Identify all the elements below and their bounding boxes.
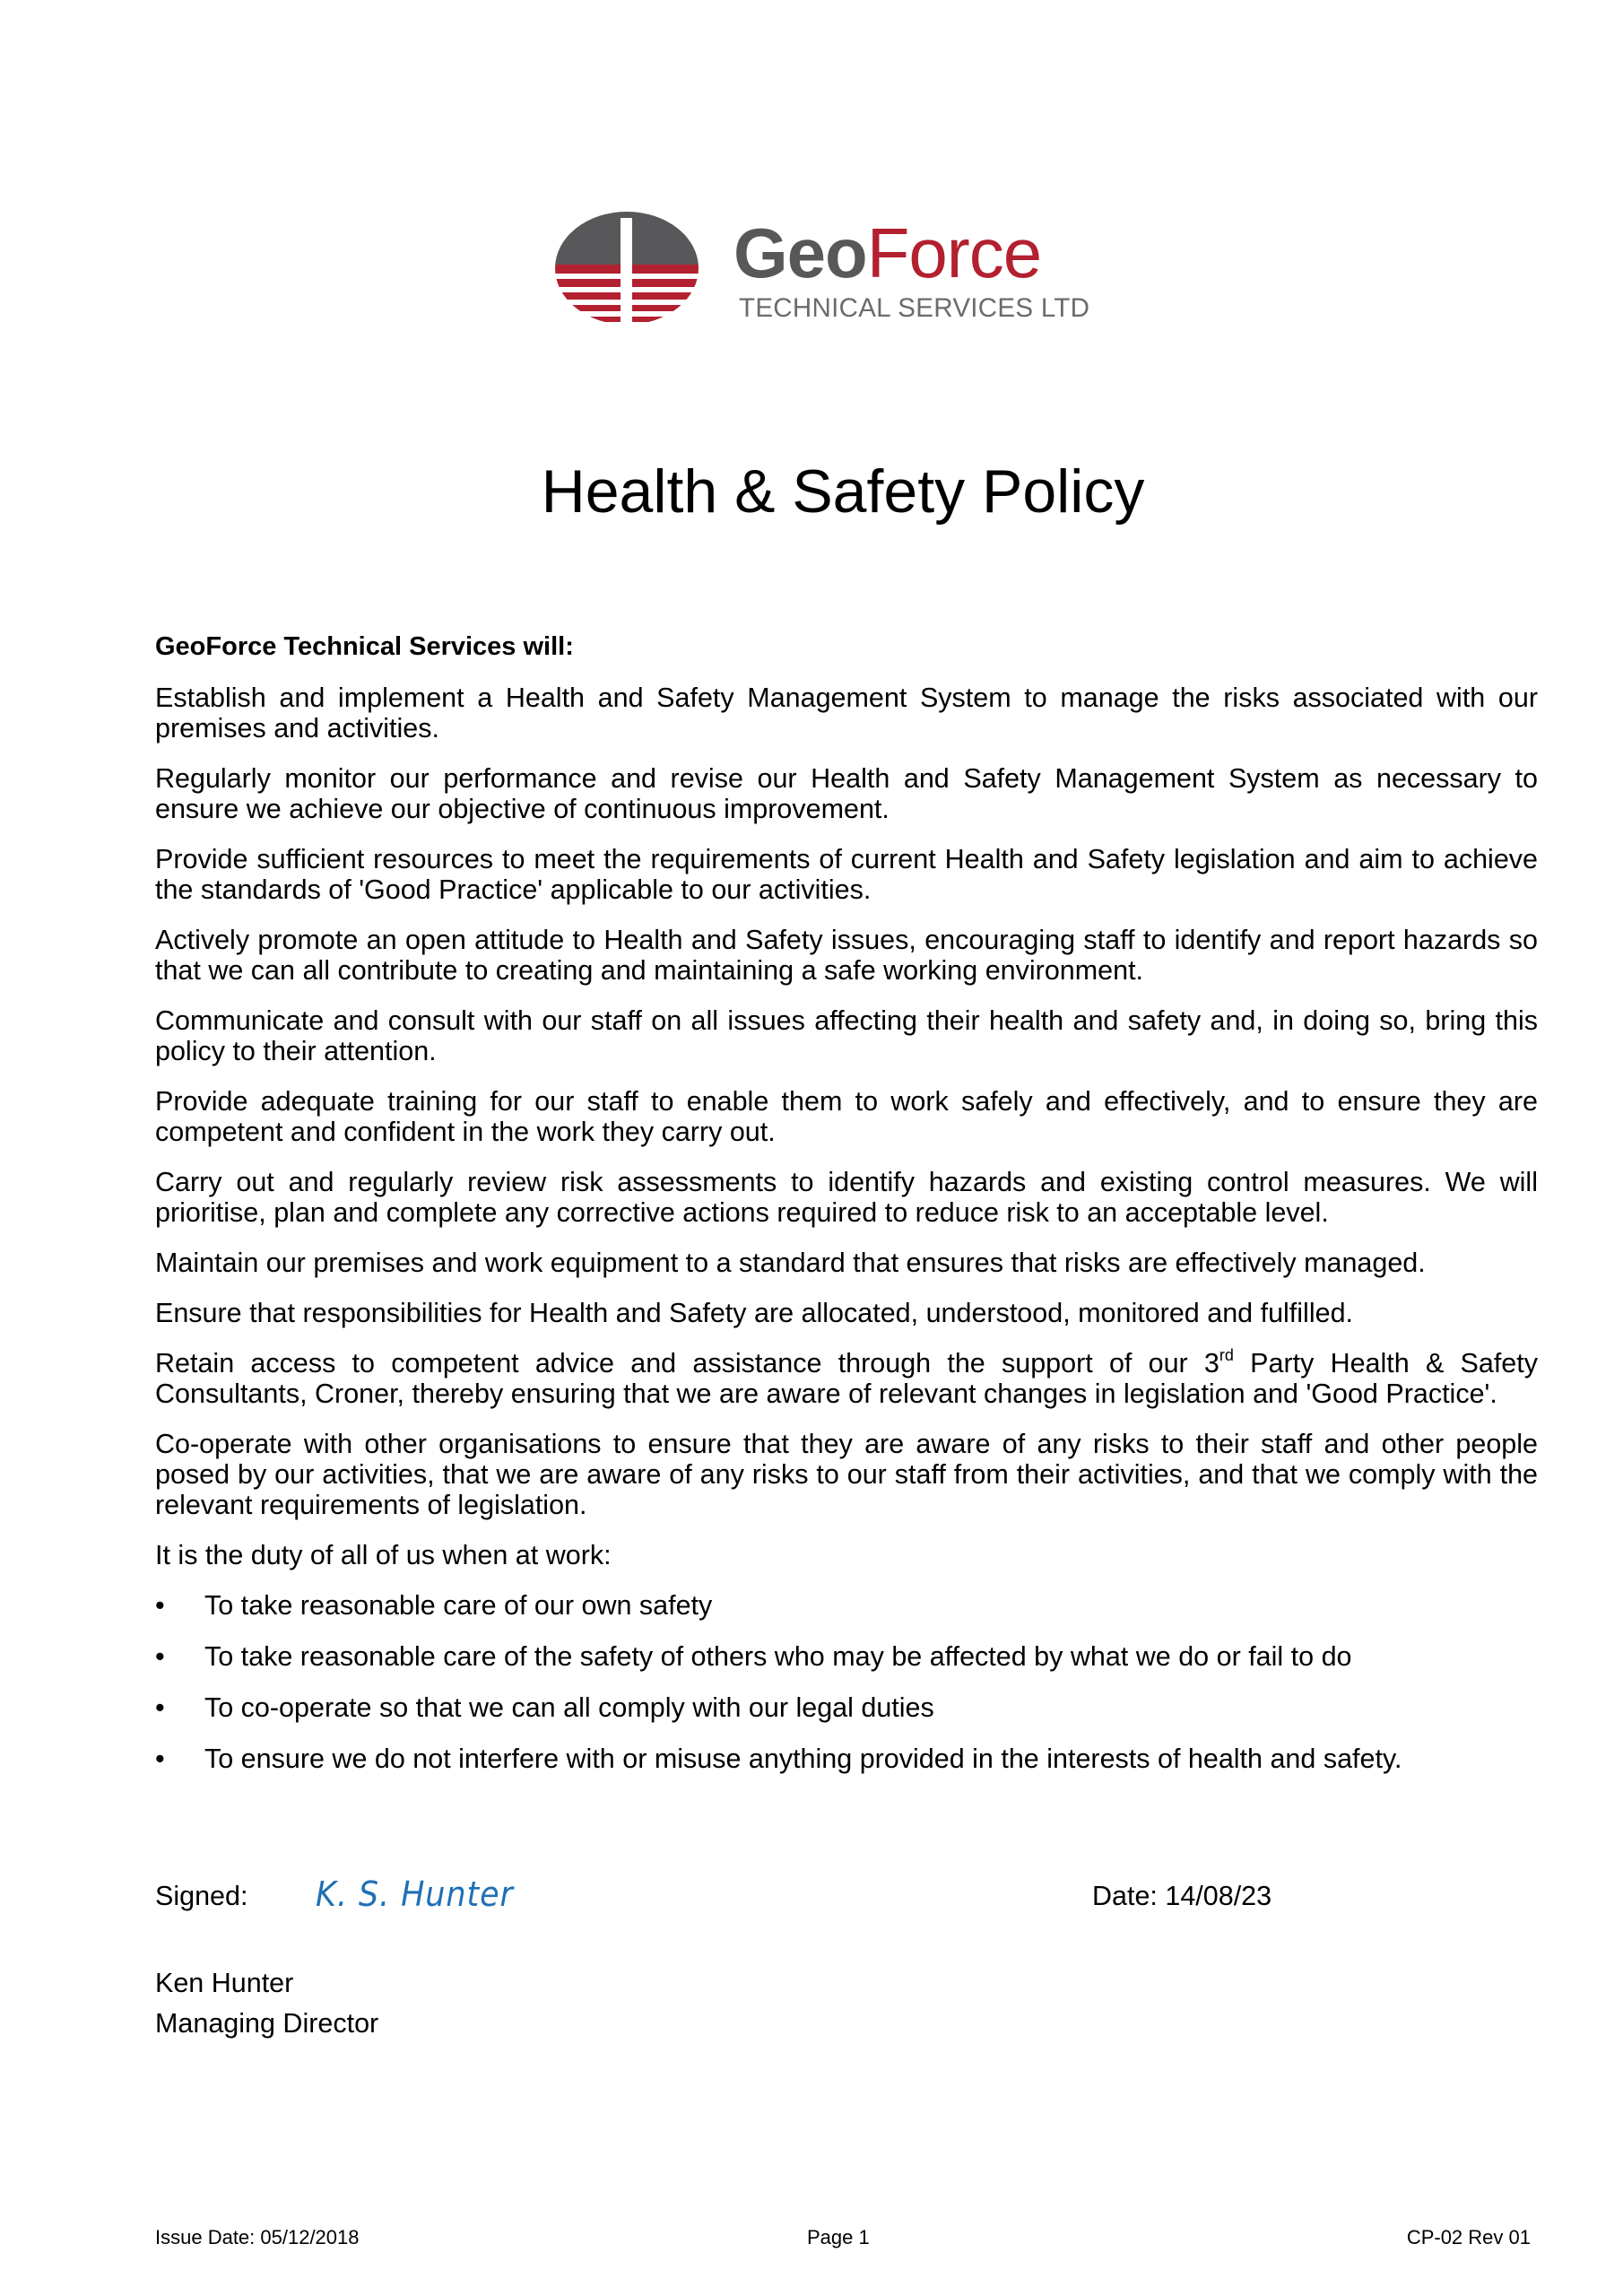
commitment-paragraph: Maintain our premises and work equipment to a standard that ensures that risks are effectively managed. [155,1248,1426,1278]
commitment-paragraph: Carry out and regularly review risk assessments to identify hazards and existing control measures. We will prioritise, plan and complete any corrective actions required to reduce risk to an acceptable level. [155,1167,1538,1228]
duty-text: To take reasonable care of the safety of others who may be affected by what we do or fail to do [204,1641,1352,1672]
page-title: Health & Safety Policy [541,457,1145,526]
company-logo [554,208,1110,329]
footer-page-number: Page 1 [807,2226,870,2248]
logo-subtitle: TECHNICAL SERVICES LTD [739,293,1090,323]
commitment-paragraph: Ensure that responsibilities for Health and Safety are allocated, understood, monitored and fulfilled. [155,1298,1354,1328]
logo-word-geo: Geo [733,213,867,292]
duties-list [155,1590,1538,1774]
commitment-paragraph: Communicate and consult with our staff on all issues affecting their health and safety and, in doing so, bring this policy to their attention. [155,1005,1538,1066]
duty-item [155,1641,1538,1672]
bullet-icon: • [155,1590,165,1621]
policy-body [155,631,1538,1795]
bullet-icon: • [155,1692,165,1723]
signature-date: Date: 14/08/23 [1092,1881,1272,1911]
retain-text-before: Retain access to competent advice and assistance through the support of our 3 [155,1348,1219,1378]
commitment-paragraph: Provide adequate training for our staff to enable them to work safely and effectively, and to ensure they are competent and confident in the work they carry out. [155,1086,1538,1147]
commitment-paragraph: Establish and implement a Health and Safety Management System to manage the risks associated with our premises and activities. [155,683,1538,744]
footer-document-ref: CP-02 Rev 01 [1406,2226,1531,2248]
signer-role: Managing Director [155,2008,379,2039]
intro-heading: GeoForce Technical Services will: [155,632,574,661]
ordinal-superscript: rd [1219,1345,1234,1364]
signer-name: Ken Hunter [155,1968,294,1998]
retain-text-after: Party Health & Safety Consultants, Croner, thereby ensuring that we are aware of relevant changes in legislation and 'Good Practice'. [155,1348,1538,1409]
commitment-paragraph: Regularly monitor our performance and revise our Health and Safety Management System as necessary to ensure we achieve our objective of continuous improvement. [155,763,1538,824]
duty-item [155,1692,1538,1723]
logo-word-force: Force [866,213,1042,292]
handwritten-signature: K. S. Hunter [316,1874,514,1914]
duty-intro: It is the duty of all of us when at work: [155,1540,612,1570]
duty-text: To co-operate so that we can all comply with our legal duties [204,1692,934,1723]
bullet-icon: • [155,1744,165,1774]
logo-wordmark [733,213,1042,292]
commitment-paragraph: Actively promote an open attitude to Health and Safety issues, encouraging staff to identify and report hazards so that we can all contribute to creating and maintaining a safe working environment. [155,925,1538,986]
geoforce-logo-icon [554,211,699,326]
commitment-paragraph: Provide sufficient resources to meet the requirements of current Health and Safety legislation and aim to achieve the standards of 'Good Practice' applicable to our activities. [155,844,1538,905]
duty-text: To ensure we do not interfere with or misuse anything provided in the interests of health and safety. [204,1744,1402,1774]
duty-item [155,1590,1538,1621]
cooperate-paragraph: Co-operate with other organisations to ensure that they are aware of any risks to their staff and other people posed by our activities, that we are aware of any risks to our staff from their activities, and that we comply with the relevant requirements of legislation. [155,1429,1538,1520]
footer-issue-date: Issue Date: 05/12/2018 [155,2226,360,2248]
retain-advice-paragraph [155,1345,1538,1409]
bullet-icon: • [155,1641,165,1672]
signed-label: Signed: [155,1881,248,1911]
duty-item [155,1744,1538,1774]
duty-text: To take reasonable care of our own safety [204,1590,713,1621]
